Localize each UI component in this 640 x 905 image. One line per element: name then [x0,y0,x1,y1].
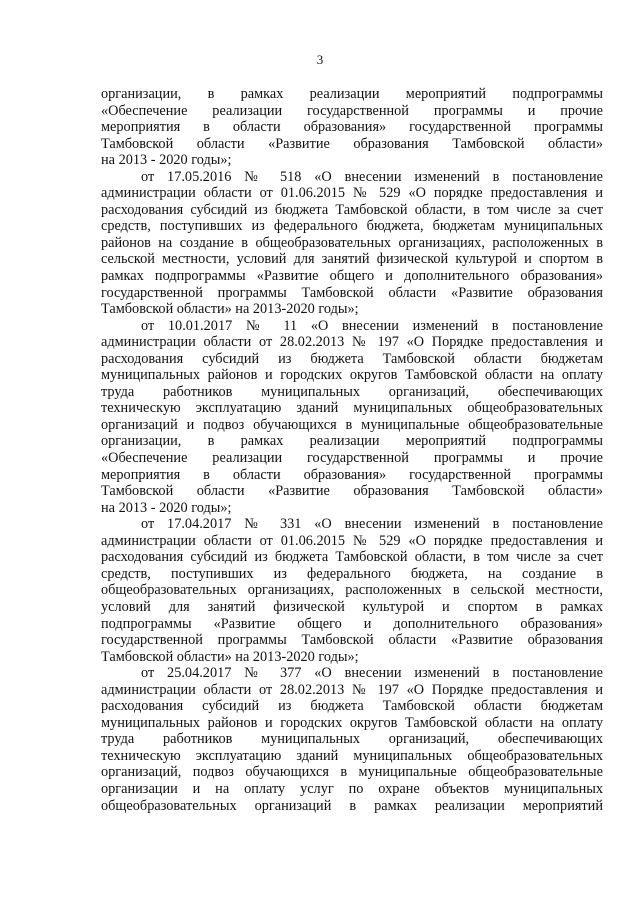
text-line: государственной программы Тамбовской области «Развитие образования [101,632,603,649]
text-line: средств, поступивших из федерального бюджета, на создание в [101,565,603,582]
text-line: расходования субсидий из бюджета Тамбовской области бюджетам [101,350,603,367]
text-line: Тамбовской области «Развитие образования Тамбовской области» [101,483,603,500]
text-line: от 10.01.2017 № 11 «О внесении изменений в постановление [141,317,603,334]
text-line: от 25.04.2017 № 377 «О внесении изменений в постановление [141,665,603,682]
text-line: организаций и подвоз обучающихся в муниципальные общеобразовательные [101,416,603,433]
text-line: организаций, подвоз обучающихся в муниципальные общеобразовательные [101,764,603,781]
text-line: администрации области от 28.02.2013 № 197 «О Порядке предоставления и [101,334,603,351]
text-line: от 17.04.2017 № 331 «О внесении изменений в постановление [141,516,603,533]
text-line: техническую эксплуатацию зданий муниципальных общеобразовательных [101,400,603,417]
text-line: на 2013 - 2020 годы»; [101,499,232,516]
text-line: администрации области от 01.06.2015 № 529 «О порядке предоставления и [101,532,603,549]
text-line: муниципальных районов и городских округов Тамбовской области на оплату [101,714,603,731]
text-line: от 17.05.2016 № 518 «О внесении изменений в постановление [141,168,603,185]
text-line: труда работников муниципальных организаций, обеспечивающих [101,383,603,400]
text-line: сельской местности, условий для занятий физической культурой и спортом в [101,251,603,268]
text-line: Тамбовской области «Развитие образования Тамбовской области» [101,135,603,152]
text-line: подпрограммы «Развитие общего и дополнительного образования» [101,615,603,632]
text-line: Тамбовской области» на 2013-2020 годы»; [101,648,359,665]
text-line: расходования субсидий из бюджета Тамбовской области, в том числе за счет [101,201,603,218]
text-line: общеобразовательных организациях, расположенных в сельской местности, [101,582,603,599]
text-line: рамках подпрограммы «Развитие общего и дополнительного образования» [101,268,603,285]
text-line: мероприятия в области образования» государственной программы [101,466,603,483]
text-line: администрации области от 28.02.2013 № 197 «О Порядке предоставления и [101,681,603,698]
page-number: 3 [316,52,324,67]
text-line: средств, поступивших из федерального бюджета, бюджетам муниципальных [101,218,603,235]
text-line: общеобразовательных организаций в рамках реализации мероприятий [101,797,603,814]
text-line: расходования субсидий из бюджета Тамбовской области, в том числе за счет [101,549,603,566]
text-line: труда работников муниципальных организаций, обеспечивающих [101,731,603,748]
text-line: мероприятия в области образования» государственной программы [101,119,603,136]
text-line: районов на создание в общеобразовательных организациях, расположенных в [101,234,603,251]
text-line: «Обеспечение реализации государственной программы и прочие [101,450,603,467]
text-line: условий для занятий физической культурой и спортом в рамках [101,598,603,615]
text-line: государственной программы Тамбовской области «Развитие образования [101,284,603,301]
text-line: муниципальных районов и городских округов Тамбовской области на оплату [101,367,603,384]
text-line: организации, в рамках реализации мероприятий подпрограммы [101,433,603,450]
text-line: Тамбовской области» на 2013-2020 годы»; [101,301,359,318]
document-body [101,86,603,814]
text-line: «Обеспечение реализации государственной программы и прочие [101,102,603,119]
text-line: организации, в рамках реализации мероприятий подпрограммы [101,86,603,102]
text-line: администрации области от 01.06.2015 № 529 «О порядке предоставления и [101,185,603,202]
text-line: организации и на оплату услуг по охране объектов муниципальных [101,780,603,797]
text-line: техническую эксплуатацию зданий муниципальных общеобразовательных [101,747,603,764]
text-line: на 2013 - 2020 годы»; [101,152,232,169]
text-line: расходования субсидий из бюджета Тамбовской области бюджетам [101,698,603,715]
